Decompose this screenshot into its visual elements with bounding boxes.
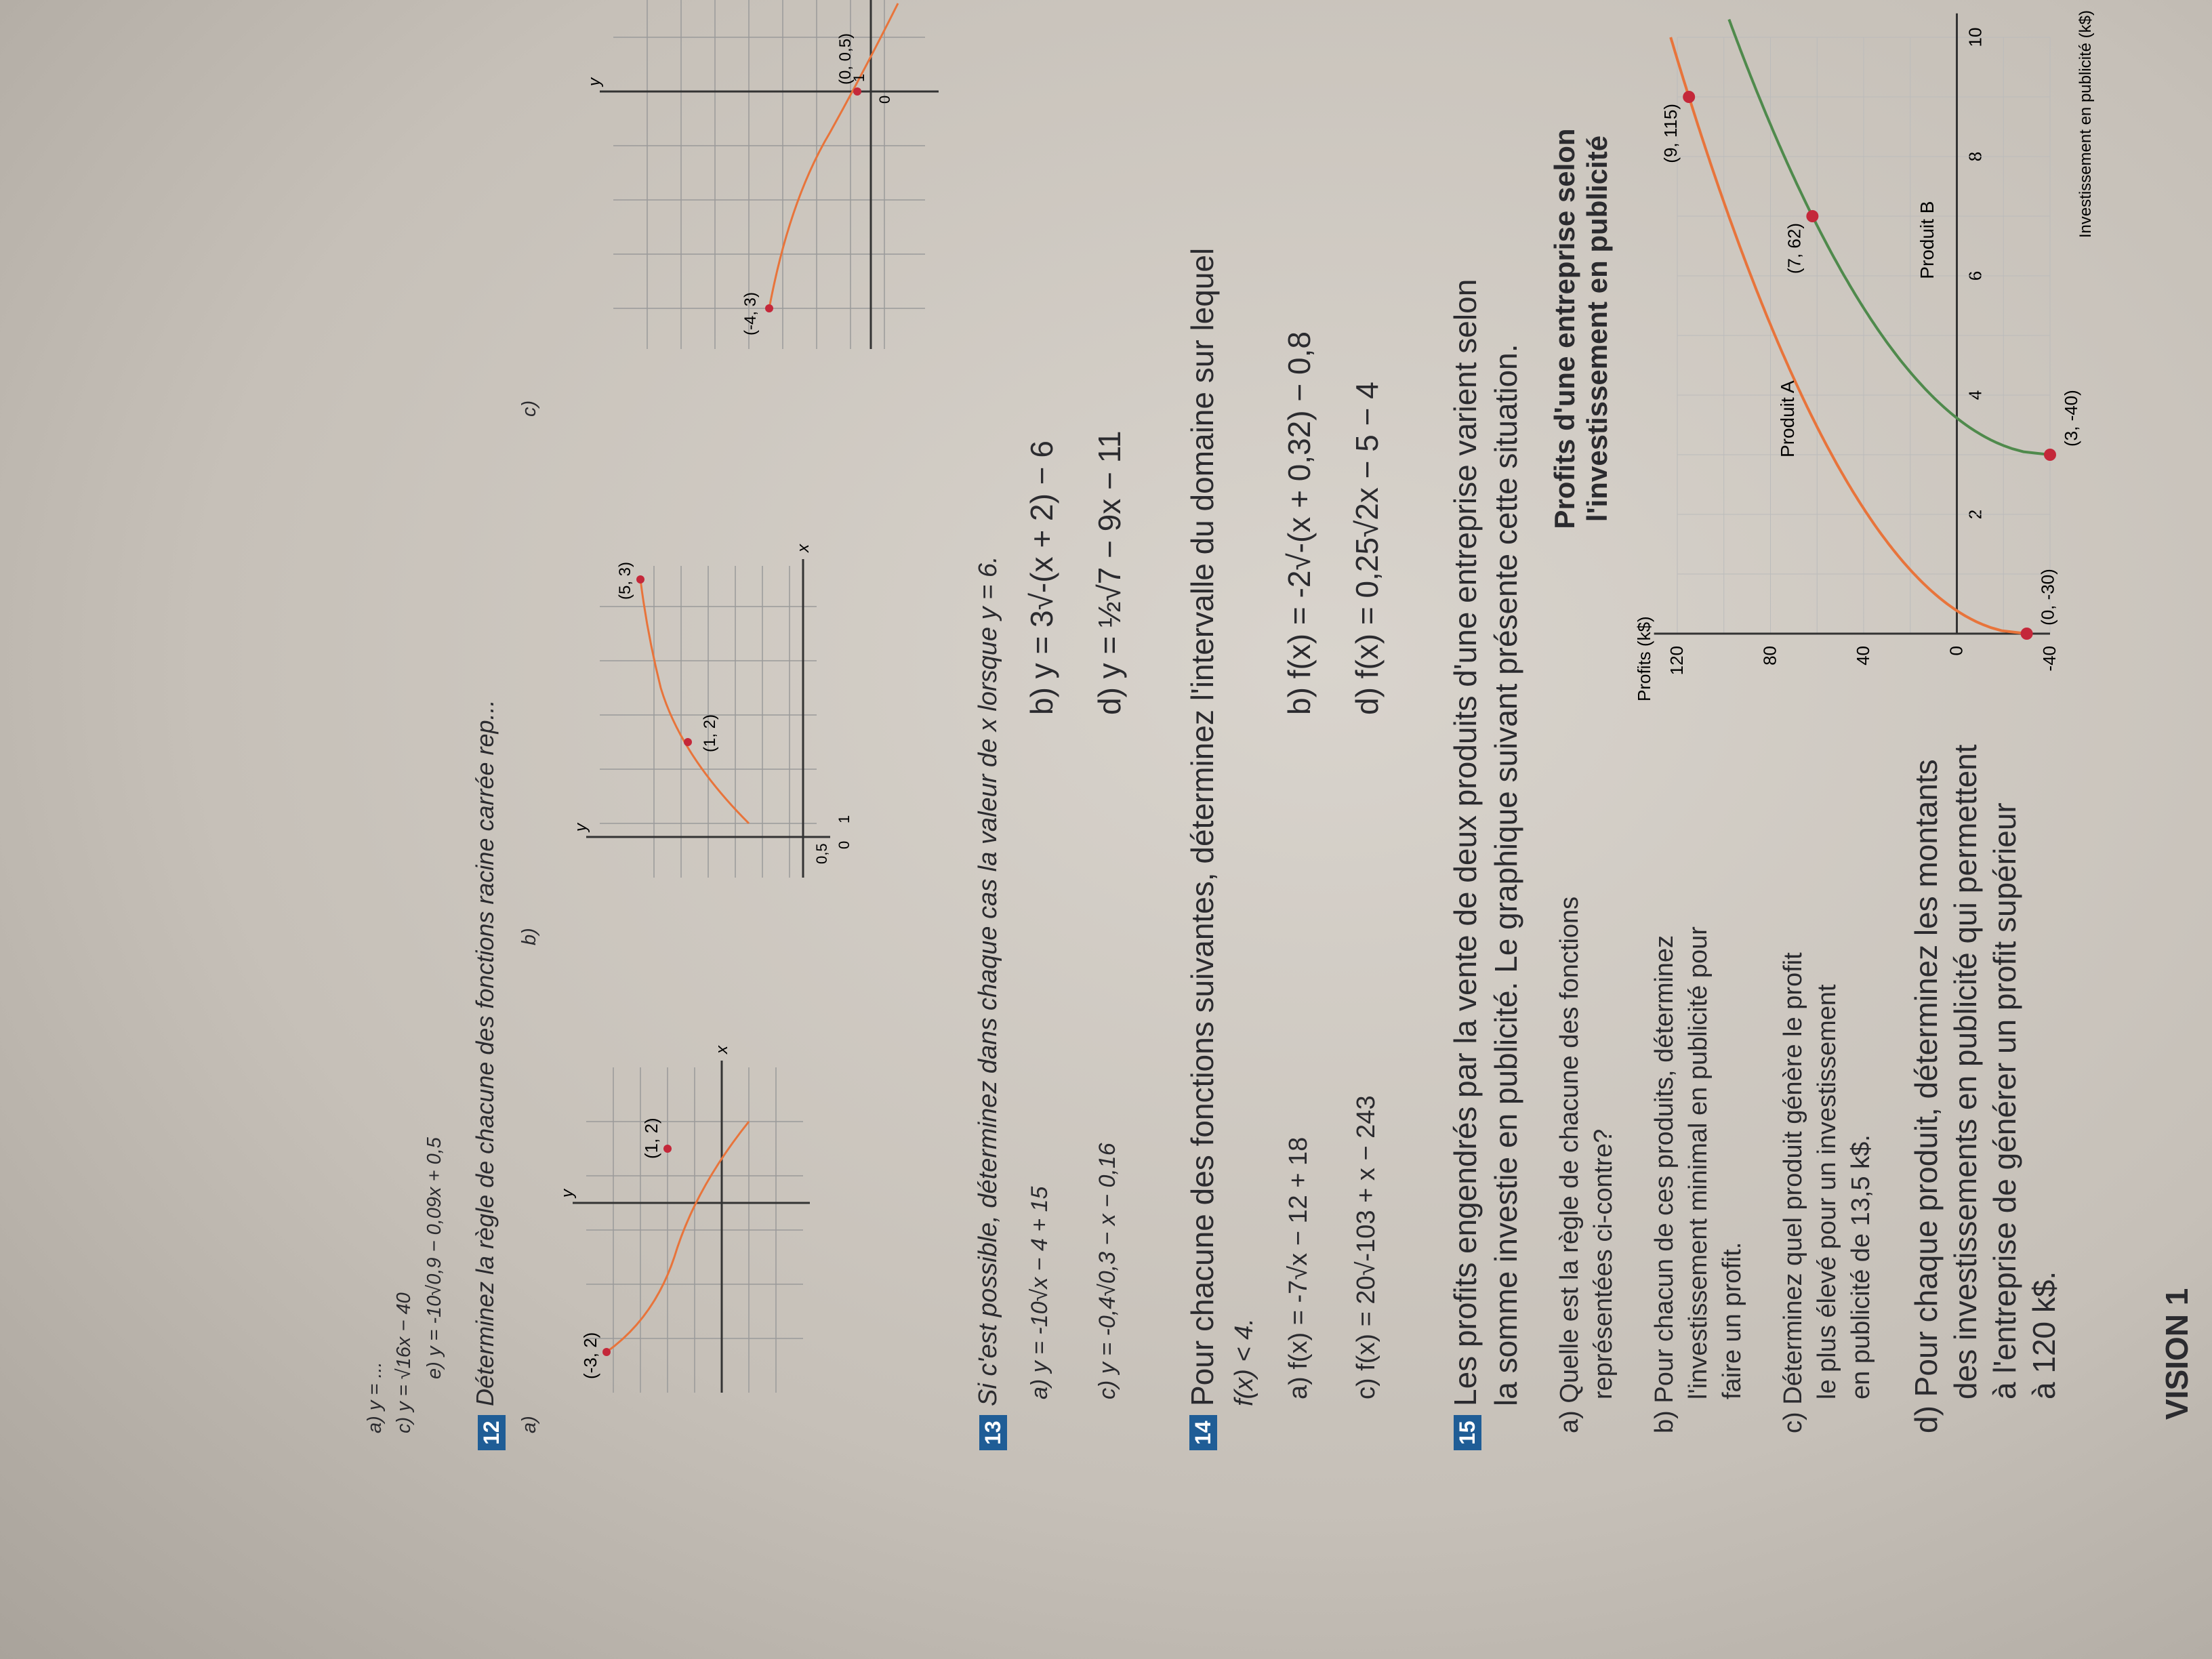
page-footer: VISION 1 <box>2159 1288 2194 1420</box>
graph-c-y-label: y <box>586 78 604 86</box>
exercise-15-qb-2: l'investissement minimal en publicité pour <box>1684 926 1713 1399</box>
chart-y-axis-label: Profits (k$) <box>1634 616 1654 701</box>
exercise-15-intro-2: la somme investie en publicité. Le graphique suivant présente cette situation. <box>1488 344 1523 1406</box>
series-point <box>2021 628 2033 640</box>
exercise-15-qb-3: faire un profit. <box>1718 1242 1746 1399</box>
exercise-12-label-c: c) <box>518 400 540 417</box>
exercise-15-qa-1: a) Quelle est la règle de chacune des fonctions <box>1555 896 1584 1433</box>
exercise-15-qd-1: d) Pour chaque produit, déterminez les montants <box>1908 759 1944 1433</box>
graph-c-point-2 <box>853 87 861 96</box>
chart-x-axis-label: Investissement en publicité (k$) <box>2076 10 2095 239</box>
exercise-15-qa-2: représentées ci-contre? <box>1589 1128 1618 1399</box>
series-point-label: (0, -30) <box>2037 569 2058 626</box>
exercise-12-prompt: Déterminez la règle de chacune des fonctions racine carrée rep... <box>471 699 499 1406</box>
graph-a <box>558 1045 810 1393</box>
series-point-label: (3, -40) <box>2061 390 2081 447</box>
graph-a-label-2: (1, 2) <box>641 1118 661 1159</box>
exercise-15-qc-2: le plus élevé pour un investissement <box>1813 984 1841 1399</box>
exercise-12-label-a: a) <box>518 1416 540 1433</box>
series-point-label: (9, 115) <box>1660 104 1681 163</box>
graph-c-label-2: (0, 0,5) <box>836 33 855 85</box>
textbook-page <box>356 0 2212 1460</box>
graph-b-point-1 <box>684 738 692 746</box>
exercise-14-prompt: Pour chacune des fonctions suivantes, déterminez l'intervalle du domaine sur lequel <box>1185 247 1220 1406</box>
exercise-15-intro-1: Les profits engendrés par la vente de deux produits d'une entreprise varient selon <box>1448 279 1483 1406</box>
series-name-label: Produit B <box>1917 201 1938 279</box>
graph-b-y-label: y <box>572 823 590 832</box>
exercise-15-number: 15 <box>1454 1415 1481 1450</box>
graph-b-x-label: x <box>794 544 813 552</box>
exercise-14-prompt-2: f(x) < 4. <box>1230 1318 1258 1406</box>
graph-b-point-2 <box>636 575 644 583</box>
exercise-14-a: a) f(x) = -7√x − 12 + 18 <box>1284 1136 1313 1399</box>
x-tick-label: 10 <box>1965 27 1986 47</box>
chart-title: Profits d'une entreprise selon l'investissement en publicité <box>1549 128 1613 529</box>
graph-a-x-label: x <box>713 1046 731 1054</box>
x-tick-label: 8 <box>1965 151 1986 162</box>
exercise-12-graphs <box>546 0 952 1420</box>
profit-chart <box>1630 0 2118 715</box>
graph-b <box>572 544 853 878</box>
graph-b-label-2: (5, 3) <box>616 561 634 600</box>
exercise-14-number: 14 <box>1189 1415 1217 1450</box>
y-tick-label: 80 <box>1759 646 1780 665</box>
graph-c-tick-0: 0 <box>876 95 893 104</box>
exercise-14-d: d) f(x) = 0,25√2x − 5 − 4 <box>1349 382 1385 715</box>
exercise-15-qd-3: à l'entreprise de générer un profit supérieur <box>1987 802 2022 1399</box>
graph-a-point-1 <box>602 1348 611 1356</box>
graph-b-tick-x1: 1 <box>836 815 853 823</box>
graph-b-tick-0: 0 <box>836 840 853 849</box>
exercise-15-qd-4: à 120 k$. <box>2026 1271 2062 1399</box>
graph-c-label-1: (-4, 3) <box>741 291 760 335</box>
series-point <box>2044 449 2056 461</box>
x-tick-label: 2 <box>1965 509 1986 520</box>
series-point-label: (7, 62) <box>1784 223 1805 274</box>
graph-c-point-1 <box>765 304 773 312</box>
exercise-15-qc-3: en publicité de 13,5 k$. <box>1847 1134 1875 1399</box>
exercise-13-b: b) y = 3√-(x + 2) − 6 <box>1024 441 1059 715</box>
graph-b-tick-1: 0,5 <box>813 843 830 864</box>
x-tick-label: 4 <box>1965 390 1986 401</box>
exercise-14-b: b) f(x) = -2√-(x + 0,32) − 0,8 <box>1282 331 1317 715</box>
top-line-c: c) y = √16x − 40 <box>393 1292 415 1433</box>
y-tick-label: 40 <box>1853 646 1873 665</box>
exercise-12-number: 12 <box>478 1415 506 1450</box>
graph-c <box>586 0 939 349</box>
exercise-13-prompt: Si c'est possible, déterminez dans chaque cas la valeur de x lorsque y = 6. <box>974 556 1002 1406</box>
top-line-a: a) y = ... <box>364 1361 386 1433</box>
exercise-14-c: c) f(x) = 20√-103 + x − 243 <box>1352 1095 1380 1399</box>
graph-a-y-label: y <box>558 1189 577 1197</box>
y-tick-label: 0 <box>1946 646 1967 656</box>
graph-b-label-1: (1, 2) <box>701 714 719 752</box>
top-line-e: e) y = -10√0,9 − 0,09x + 0,5 <box>424 1137 445 1379</box>
exercise-13-c: c) y = -0,4√0,3 − x − 0,16 <box>1094 1143 1120 1399</box>
series-point <box>1806 210 1818 222</box>
graph-a-label-1: (-3, 2) <box>580 1332 600 1379</box>
exercise-12-label-b: b) <box>518 928 540 945</box>
graph-c-tick-1: 1 <box>851 73 867 82</box>
y-tick-label: 120 <box>1666 646 1687 676</box>
exercise-13-d: d) y = ½√7 − 9x − 11 <box>1092 430 1127 715</box>
series-point <box>1683 91 1695 103</box>
exercise-13-a: a) y = -10√x − 4 + 15 <box>1027 1186 1052 1399</box>
exercise-15-qc-1: c) Déterminez quel produit génère le profit <box>1779 952 1807 1433</box>
exercise-15-qd-2: des investissements en publicité qui permettent <box>1948 744 1983 1399</box>
y-tick-label: -40 <box>2039 646 2060 672</box>
series-name-label: Produit A <box>1776 380 1798 458</box>
exercise-13-number: 13 <box>979 1415 1007 1450</box>
x-tick-label: 6 <box>1965 270 1986 281</box>
graph-a-point-2 <box>663 1145 672 1153</box>
exercise-15-qb-1: b) Pour chacun de ces produits, déterminez <box>1650 935 1679 1433</box>
